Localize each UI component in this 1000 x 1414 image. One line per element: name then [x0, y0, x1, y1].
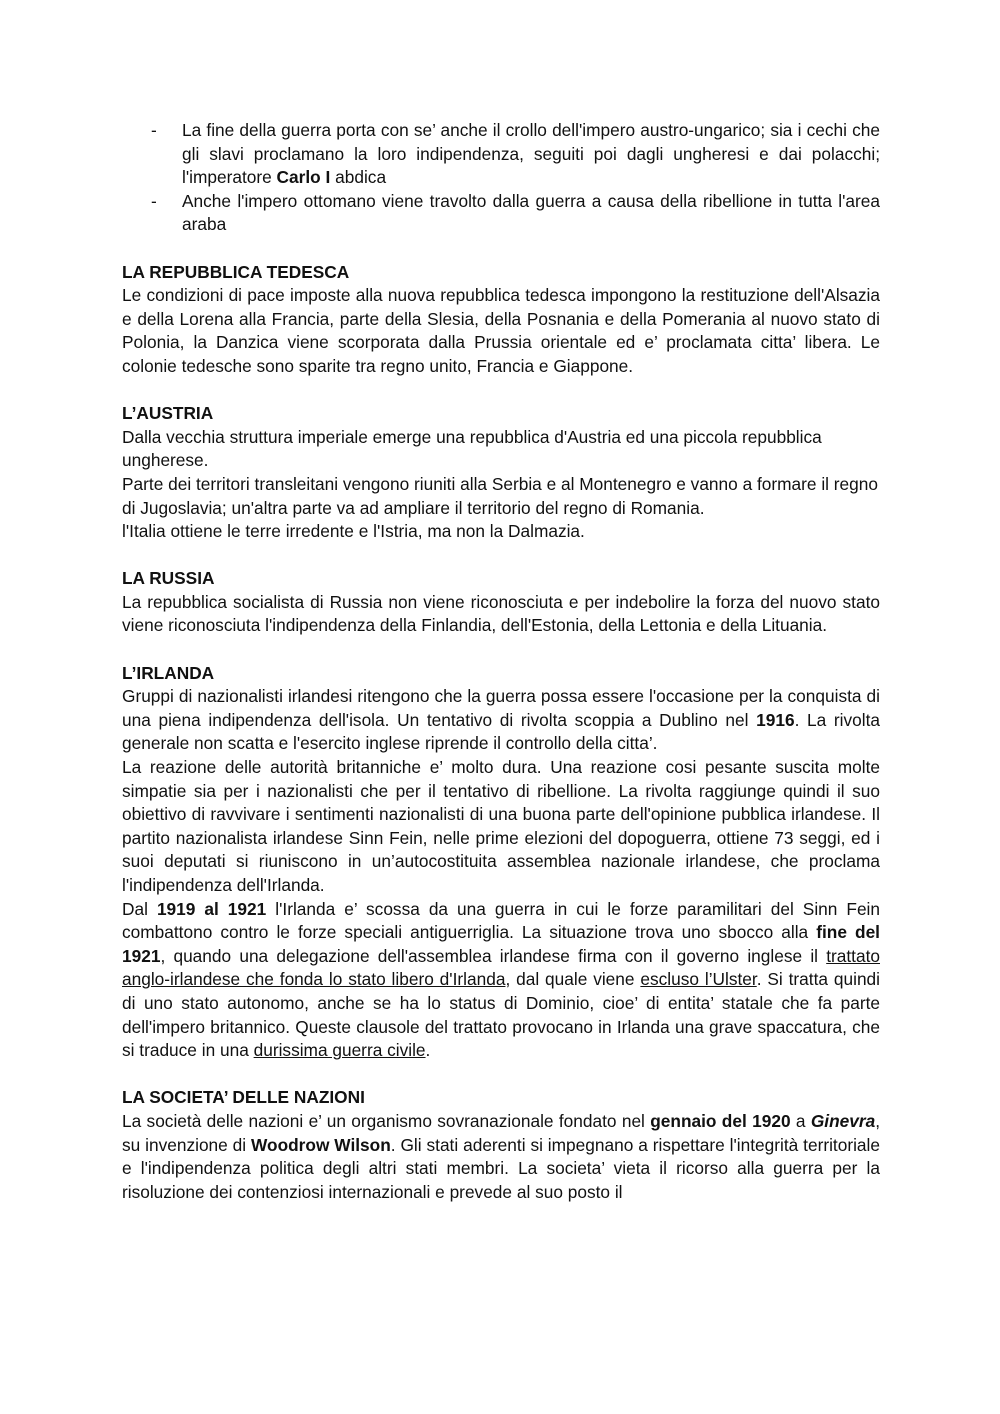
paragraph: l'Italia ottiene le terre irredente e l'Istria, ma non la Dalmazia. [122, 521, 585, 542]
section-russia [122, 567, 880, 638]
paragraph: Dalla vecchia struttura imperiale emerge una repubblica d'Austria ed una piccola repubblica ungherese. [122, 426, 822, 471]
section-heading: L’IRLANDA [122, 662, 215, 683]
bullet-item: - La fine della guerra porta con se’ anche il crollo dell'impero austro-ungarico; sia i cechi che gli slavi proclamano la loro indipendenza, seguiti poi dagli ungheresi e dai polacchi; l'imperatore Carlo I abdica [151, 120, 880, 188]
section-heading: LA REPUBBLICA TEDESCA [122, 261, 350, 282]
section-austria [122, 402, 880, 544]
paragraph: La reazione delle autorità britanniche e’ molto dura. Una reazione cosi pesante suscita molte simpatie sia per i nazionalisti che per il tentativo di ribellione. La rivolta raggiunge quindi il suo obiettivo di ravvivare i sentimenti nazionalisti di una buona parte dell'opinione pubblica irlandese. Il partito nazionalista irlandese Sinn Fein, nelle prime elezioni del dopoguerra, ottiene 73 seggi, ed i suoi deputati si riuniscono in un’autocostituita assemblea nazionale irlandese, che proclama l'indipendenza dell'Irlanda. [122, 757, 880, 895]
section-heading: L’AUSTRIA [122, 403, 214, 424]
paragraph: Le condizioni di pace imposte alla nuova repubblica tedesca impongono la restituzione dell'Alsazia e della Lorena alla Francia, parte della Slesia, della Posnania e della Pomerania al nuovo stato di Polonia, la Danzica viene scorporata dalla Prussia orientale ed e’ proclamata citta’ libera. Le colonie tedesche sono sparite tra regno unito, Francia e Giappone. [122, 285, 880, 376]
paragraph: Gruppi di nazionalisti irlandesi ritengono che la guerra possa essere l'occasione per la conquista di una piena indipendenza dell'isola. Un tentativo di rivolta scoppia a Dublino nel 1916. La rivolta generale non scatta e l'esercito inglese riprende il controllo della citta’. [122, 686, 880, 754]
bullet-dash: - [151, 120, 157, 140]
bullet-dash: - [151, 190, 157, 211]
section-germany [122, 261, 880, 379]
section-heading: LA RUSSIA [122, 568, 215, 589]
section-ireland [122, 662, 880, 1063]
bullet-item: - Anche l'impero ottomano viene travolto dalla guerra a causa della ribellione in tutta l'area araba [151, 190, 880, 235]
section-league-of-nations [122, 1086, 880, 1204]
section-heading: LA SOCIETA’ DELLE NAZIONI [122, 1087, 365, 1108]
paragraph: La società delle nazioni e’ un organismo sovranazionale fondato nel gennaio del 1920 a Ginevra, su invenzione di Woodrow Wilson. Gli stati aderenti si impegnano a rispettare l'integrità territoriale e l'indipendenza politica degli altri stati membri. La societa’ vieta il ricorso alla guerra per la risoluzione dei contenziosi internazionali e prevede al suo posto il [122, 1110, 881, 1202]
bullet-list [122, 119, 880, 237]
paragraph: Dal 1919 al 1921 l'Irlanda e’ scossa da una guerra in cui le forze paramilitari del Sinn Fein combattono contro le forze speciali antiguerriglia. La situazione trova uno sbocco alla fine del 1921, quando una delegazione dell'assemblea irlandese firma con il governo inglese il trattato anglo-irlandese che fonda lo stato libero d'Irlanda, dal quale viene escluso l’Ulster. Si tratta quindi di uno stato autonomo, anche se ha lo status di Dominio, cioe’ di entita’ statale che fa parte dell'impero britannico. Queste clausole del trattato provocano in Irlanda una grave spaccatura, che si traduce in una durissima guerra civile. [122, 898, 881, 1061]
page-content [122, 119, 880, 1204]
paragraph: Parte dei territori transleitani vengono riuniti alla Serbia e al Montenegro e vanno a formare il regno di Jugoslavia; un'altra parte va ad ampliare il territorio del regno di Romania. [122, 473, 878, 518]
paragraph: La repubblica socialista di Russia non viene riconosciuta e per indebolire la forza del nuovo stato viene riconosciuta l'indipendenza della Finlandia, dell'Estonia, della Lettonia e della Lituania. [122, 591, 880, 636]
